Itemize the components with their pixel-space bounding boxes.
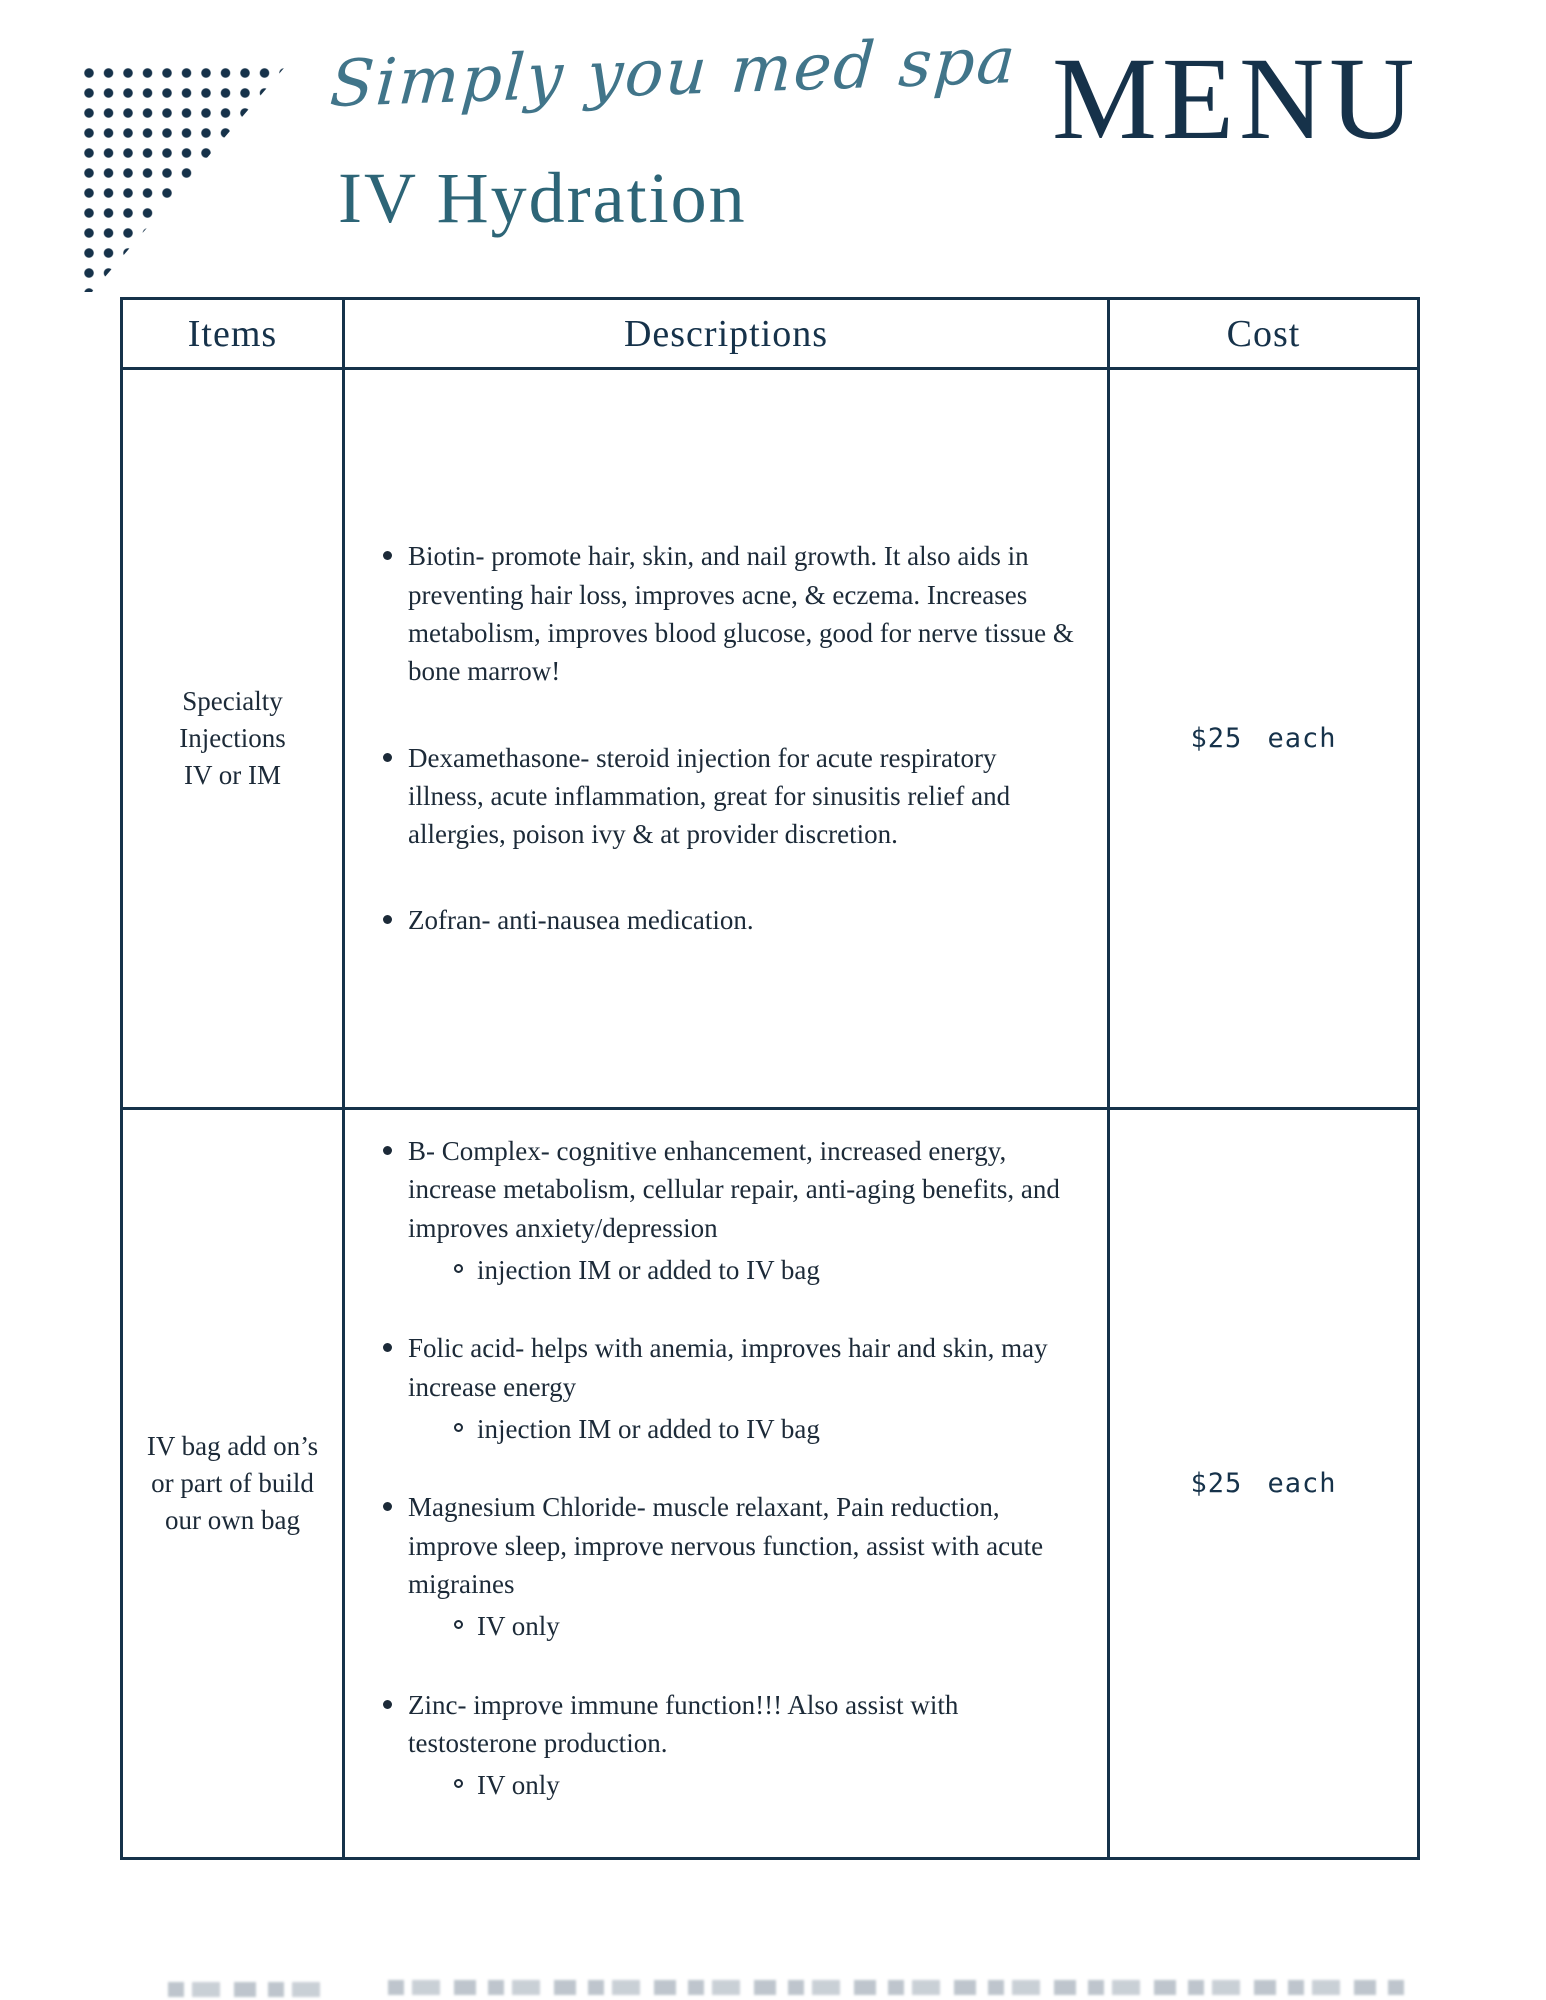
logo-script: Simply you med spa [327,23,1020,123]
menu-table [120,297,1420,1860]
bullet-text: Folic acid- helps with anemia, improves hair and skin, may increase energy [408,1333,1048,1402]
bullet-text: Magnesium Chloride- muscle relaxant, Pain reduction, improve sleep, improve nervous function, assist with acute migraines [408,1492,1044,1599]
bullet-list [345,1110,1107,1857]
bullet-item [383,901,1077,939]
sub-bullet-text: IV only [477,1611,560,1642]
page-bottom-cutoff-text [388,1980,1406,1995]
column-header-cost: Cost [1110,300,1417,370]
cost-value-specialty-injections: $25 each [1110,370,1417,1110]
bullet-content [408,1488,1077,1645]
item-cell-iv-bag-add-ons [123,1110,345,1857]
description-cell-iv-bag-add-ons [345,1110,1110,1857]
column-header-items: Items [123,300,345,370]
bullet-marker [383,1343,392,1352]
bullet-item [383,1132,1077,1289]
bullet-marker [383,915,392,924]
page-title: IV Hydration [338,158,747,238]
item-label-line: IV bag add on’s [146,1430,319,1461]
bullet-item [383,739,1077,854]
column-header-descriptions: Descriptions [345,300,1110,370]
page-bottom-cutoff-text [168,1982,333,1997]
item-label-line: Injections [179,722,286,753]
sub-bullet-marker [454,1423,463,1432]
description-cell-specialty-injections [345,370,1110,1110]
sub-bullet-text: injection IM or added to IV bag [477,1254,820,1285]
item-label-line: our own bag [165,1505,300,1536]
dot-pattern-decoration [84,68,284,292]
item-label-line: IV or IM [183,760,281,791]
bullet-text: B- Complex- cognitive enhancement, increased energy, increase metabolism, cellular repair, anti-aging benefits, and improves anxiety/depression [408,1136,1060,1243]
cost-value-iv-bag-add-ons: $25 each [1190,1468,1337,1499]
sub-bullet-text: IV only [477,1770,560,1801]
sub-bullet-item [454,1607,1077,1645]
item-cell-specialty-injections [123,370,345,1110]
bullet-item [383,1686,1077,1805]
bullet-content [408,1329,1077,1448]
sub-bullet-item [454,1410,1077,1448]
item-label [179,683,285,795]
bullet-marker [383,551,392,560]
bullet-text: Dexamethasone- steroid injection for acute respiratory illness, acute inflammation, great for sinusitis relief and allergies, poison ivy & at provider discretion. [408,742,1011,850]
sub-bullet-item [454,1251,1077,1289]
bullet-content [408,739,1077,854]
bullet-marker [383,1146,392,1155]
item-label-line: or part of build [151,1467,314,1498]
bullet-text: Biotin- promote hair, skin, and nail growth. It also aids in preventing hair loss, improves acne, & eczema. Increases metabolism, improves blood glucose, good for nerve tissue & bone marrow! [408,541,1074,687]
bullet-marker [383,1700,392,1709]
bullet-content [408,901,1077,939]
sub-bullet-marker [454,1264,463,1273]
bullet-content [408,1132,1077,1289]
bullet-marker [383,753,392,762]
sub-bullet-text: injection IM or added to IV bag [477,1413,820,1444]
bullet-content [408,537,1077,690]
bullet-list [345,370,1107,1107]
item-label [147,1428,318,1540]
sub-bullet-item [454,1766,1077,1804]
bullet-text: Zofran- anti-nausea medication. [408,905,754,936]
menu-title: MENU [1052,33,1420,164]
bullet-text: Zinc- improve immune function!!! Also assist with testosterone production. [408,1689,959,1758]
item-label-line: Specialty [182,685,283,716]
bullet-item [383,1329,1077,1448]
bullet-item [383,537,1077,690]
bullet-marker [383,1502,392,1511]
sub-bullet-marker [454,1620,463,1629]
bullet-item [383,1488,1077,1645]
bullet-content [408,1686,1077,1805]
sub-bullet-marker [454,1779,463,1788]
